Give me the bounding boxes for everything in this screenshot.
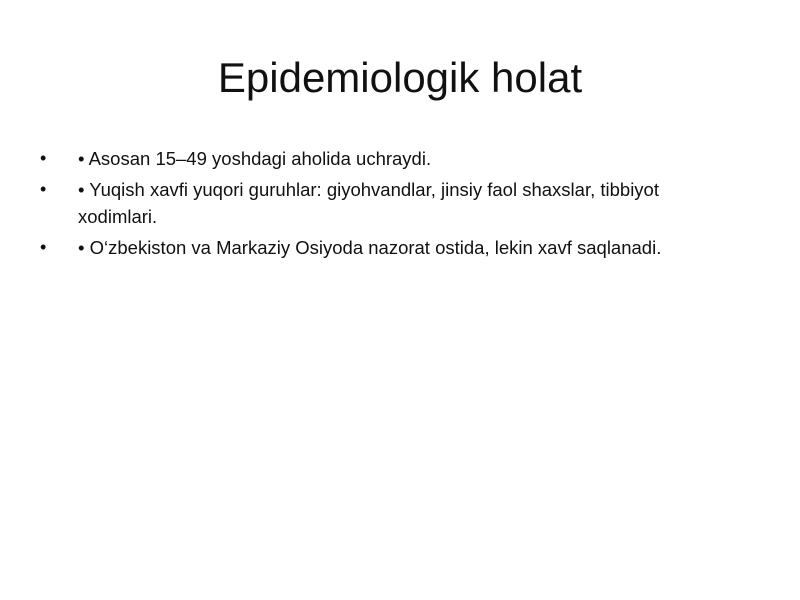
bullet-text: • Asosan 15–49 yoshdagi aholida uchraydi. (78, 148, 432, 169)
slide-title: Epidemiologik holat (217, 54, 583, 101)
bullet-text: • O‘zbekiston va Markaziy Osiyoda nazorat ostida, lekin xavf saqlanadi. (78, 237, 662, 258)
bullet-item (40, 234, 740, 261)
bullet-marker: • (40, 237, 47, 257)
bullet-item (40, 176, 740, 230)
bullet-list (40, 145, 740, 265)
bullet-marker: • (40, 148, 47, 168)
bullet-text: • Yuqish xavfi yuqori guruhlar: giyohvandlar, jinsiy faol shaxslar, tibbiyot xodimlari. (78, 179, 659, 227)
bullet-item (40, 145, 740, 172)
bullet-marker: • (40, 179, 47, 199)
